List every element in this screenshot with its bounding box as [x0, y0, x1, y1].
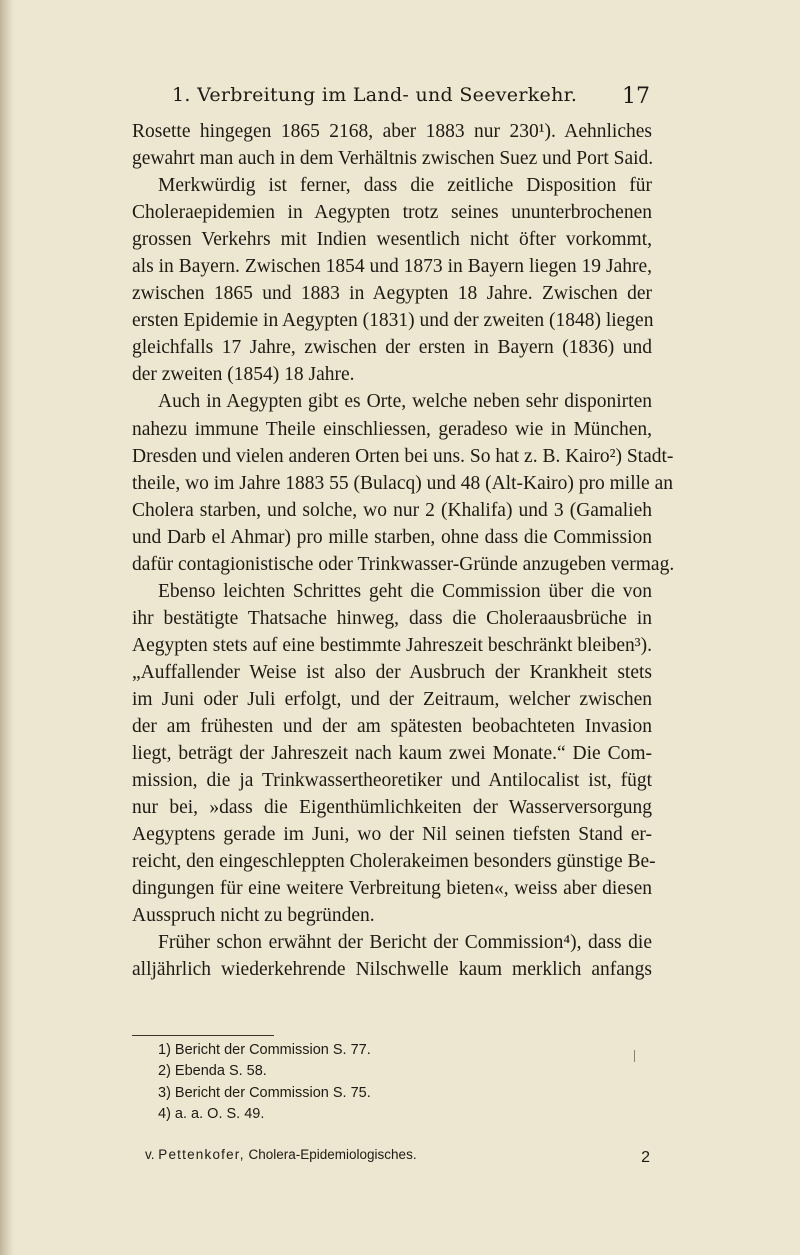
text-line: zwischen 1865 und 1883 in Aegypten 18 Jahre. Zwischen der [132, 283, 652, 305]
footnote-divider [132, 1035, 274, 1036]
footnote: 3) Bericht der Commission S. 75. [158, 1084, 371, 1101]
text-line: Merkwürdig ist ferner, dass die zeitliche Disposition für [158, 175, 652, 197]
footnote: 1) Bericht der Commission S. 77. [158, 1042, 371, 1058]
text-line: ersten Epidemie in Aegypten (1831) und der zweiten (1848) liegen [132, 310, 654, 332]
text-line: Früher schon erwähnt der Bericht der Commission⁴), dass die [158, 932, 652, 954]
text-line: Auch in Aegypten gibt es Orte, welche neben sehr disponirten [158, 391, 652, 413]
text-line: theile, wo im Jahre 1883 55 (Bulacq) und 48 (Alt-Kairo) pro mille an [132, 472, 673, 494]
text-line: Rosette hingegen 1865 2168, aber 1883 nur 230¹). Aehnliches [132, 121, 652, 142]
text-line: reicht, den eingeschleppten Cholerakeimen besonders günstige Be- [132, 851, 656, 873]
text-line: Dresden und vielen anderen Orten bei uns. So hat z. B. Kairo²) Stadt- [132, 445, 674, 467]
text-line: alljährlich wiederkehrende Nilschwelle kaum merklich anfangs [132, 959, 652, 981]
text-line: Cholera starben, und solche, wo nur 2 (Khalifa) und 3 (Gamalieh [132, 499, 652, 521]
signature-prefix: v. [145, 1147, 155, 1162]
text-line: dingungen für eine weitere Verbreitung bieten«, weiss aber diesen [132, 878, 652, 900]
footnote: 2) Ebenda S. 58. [158, 1063, 267, 1080]
printer-signature [145, 1147, 650, 1166]
text-line: ihr bestätigte Thatsache hinweg, dass die Choleraausbrüche in [132, 607, 652, 629]
footnotes [158, 1040, 638, 1125]
signature-author: Pettenkofer, [158, 1147, 245, 1162]
text-line: mission, die ja Trinkwassertheoretiker und Antilocalist ist, fügt [132, 770, 652, 792]
text-line: „Auffallender Weise ist also der Ausbruch der Krankheit stets [132, 661, 652, 683]
text-line: Ebenso leichten Schrittes geht die Commission über die von [158, 580, 652, 602]
text-line: nur bei, »dass die Eigenthümlichkeiten der Wasserversorgung [132, 797, 652, 819]
text-line: gleichfalls 17 Jahre, zwischen der ersten in Bayern (1836) und [132, 337, 652, 359]
footnote: 4) a. a. O. S. 49. [158, 1105, 265, 1122]
text-line: dafür contagionistische oder Trinkwasser-Gründe anzugeben vermag. [132, 553, 675, 575]
sheet-number: 2 [641, 1149, 650, 1166]
text-line: Aegyptens gerade im Juni, wo der Nil seinen tiefsten Stand er- [132, 824, 652, 846]
signature-work: Cholera-Epidemiologisches. [248, 1147, 417, 1162]
text-line: gewahrt man auch in dem Verhältnis zwischen Suez und Port Said. [132, 148, 654, 170]
text-line: der am frühesten und der am spätesten beobachteten Invasion [132, 716, 652, 738]
text-line: im Juni oder Juli erfolgt, und der Zeitraum, welcher zwischen [132, 688, 652, 710]
text-line: Aegypten stets auf eine bestimmte Jahreszeit beschränkt bleiben³). [132, 634, 652, 656]
main-text [132, 118, 675, 984]
text-line: als in Bayern. Zwischen 1854 und 1873 in Bayern liegen 19 Jahre, [132, 256, 652, 278]
text-line: der zweiten (1854) 18 Jahre. [132, 364, 355, 386]
page-spine-shadow [0, 0, 14, 1255]
text-line: liegt, beträgt der Jahreszeit nach kaum zwei Monate.“ Die Com- [132, 743, 652, 765]
page-number: 17 [622, 84, 650, 109]
text-line: und Darb el Ahmar) pro mille starben, ohne dass die Commission [132, 526, 652, 548]
text-line: nahezu immune Theile einschliessen, geradeso wie in München, [132, 418, 652, 440]
running-title: 1. Verbreitung im Land- und Seeverkehr. [172, 84, 578, 106]
text-line: Ausspruch nicht zu begründen. [132, 905, 375, 927]
text-line: grossen Verkehrs mit Indien wesentlich nicht öfter vorkommt, [132, 229, 652, 251]
text-line: Choleraepidemien in Aegypten trotz seines ununterbrochenen [132, 202, 652, 224]
